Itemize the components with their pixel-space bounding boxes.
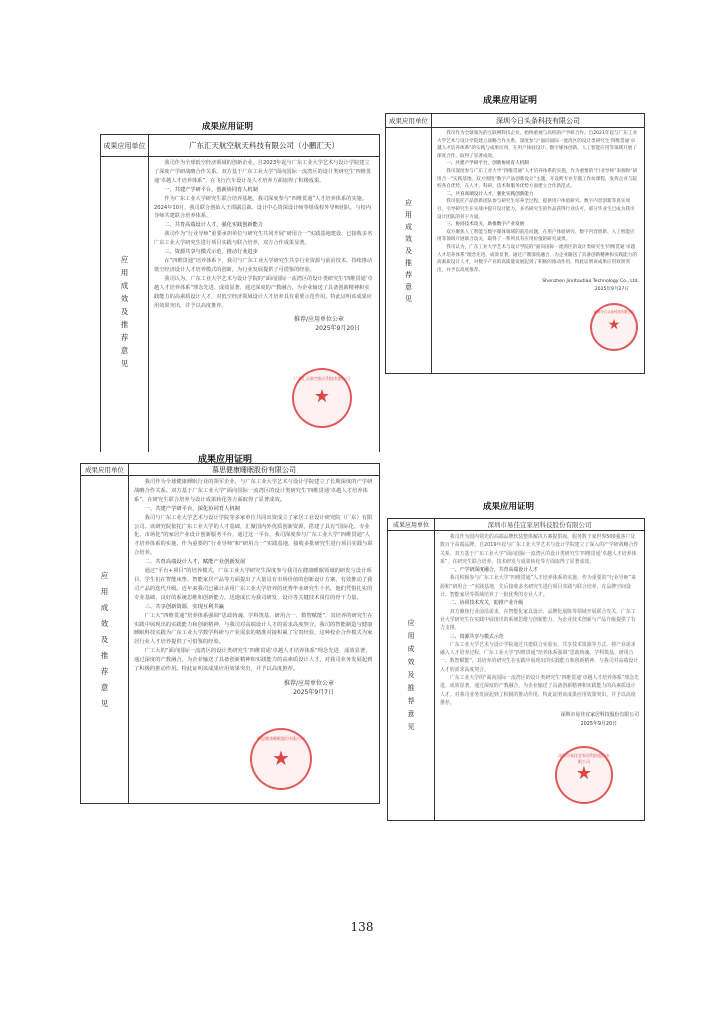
section-heading: 一、产学研深度融合，共育高端设计人才 bbox=[449, 567, 538, 574]
sign-date: 2025年9月7日 bbox=[293, 688, 334, 696]
company-seal bbox=[292, 368, 352, 428]
section-heading: 三、资源共享与模式示范，推动行业进步 bbox=[164, 249, 258, 256]
section-heading: 二、共育高端设计人才，强化实践创新能力 bbox=[446, 191, 534, 197]
certificate-toutiao bbox=[385, 93, 645, 375]
body-paragraph: 我司与广东工业大学艺术与设计学院等多家单位共同出资成立了家居工业设计研究院（广东）有限公司。该研究院依托广东工业大学的人才基础，汇聚国内外优质创新资源，搭建了具有“国际化、专业化、市场化”的家居产业设计创新服务平台，通过这一平台，我司深度参与广东工业大学“四维贯通”人才培养体系的实施，作为重要的“行业导师”和“研用合一”实践基地，接收多批研究生进行项目实践与联合培养。 bbox=[134, 514, 373, 557]
certificate-derucci bbox=[80, 452, 380, 804]
body-paragraph: 我司作为国内领先的高端品牌软装整体解决方案提供商，服务数千家世界500强客户及数百个高端品牌。自2019年起与广东工业大学艺术与设计学院建立了深入的产学研战略合作关系，双方基于广东工业大学“面向国际一流湾区的设计类研究生‘四维贯通’卓越人才培养体系”，在研究生联合培养、技术研发与成果转化等方面取得了显著成效。 bbox=[440, 534, 639, 565]
certificate-title: 成果应用证明 bbox=[483, 96, 538, 106]
sign-company: 深圳市易佳宜家居科技股份有限公司 bbox=[560, 712, 639, 719]
section-heading: 二、协同技术攻关，助推产业升级 bbox=[449, 600, 524, 607]
body-paragraph: 在“四维贯通”培养体系下，我司与广东工业大学研究生共享行业资源与前沿技术，持续推动低空经济设计人才培养模式的创新，为行业发展提供了可借鉴的经验。 bbox=[154, 257, 373, 273]
certificate-body bbox=[149, 157, 380, 466]
seal-star-icon: ★ bbox=[575, 763, 593, 784]
certificate-body bbox=[435, 531, 645, 821]
seal-star-icon: ★ bbox=[607, 317, 621, 333]
section-heading: 三、共享创新资源，实现互利共赢 bbox=[144, 603, 225, 610]
unit-name: 慕思健康睡眠股份有限公司 bbox=[129, 464, 380, 476]
sign-date: 2025年9月20日 bbox=[315, 325, 360, 333]
section-label-text: 应用成效及推荐意见 bbox=[407, 619, 415, 731]
certificate-yijiayi bbox=[387, 500, 645, 820]
sign-date: 2025年9月20日 bbox=[580, 720, 617, 727]
certificate-table bbox=[80, 463, 380, 804]
unit-name: 深圳今日头条科技有限公司 bbox=[432, 114, 645, 128]
section-label-text: 应用成效及推荐意见 bbox=[100, 570, 109, 708]
seal-text: 深圳市易佳宜家居科技股份有限公司 bbox=[558, 753, 610, 764]
unit-name: 深圳市易佳宜家居科技股份有限公司 bbox=[435, 519, 645, 531]
section-label-text: 应用成效及推荐意见 bbox=[405, 198, 412, 303]
section-label bbox=[81, 476, 129, 804]
body-paragraph: 广工大的“面向国际一流湾区的设计类研究生‘四维贯通’卓越人才培养体系”理念先进、成效显著，通过深度的产教融合，为企业输送了具备创新精神和实践能力的高素质设计人才，对我司业务发展起到了积极的推动作用。特此证明该成果应用效果突出，并予以高度推荐。 bbox=[134, 648, 373, 673]
seal-text: 深圳今日头条科技有限公司 bbox=[593, 310, 635, 314]
unit-name: 广东汇天航空航天科技有限公司（小鹏汇天） bbox=[149, 135, 380, 157]
body-paragraph: 我司依托产品创新团队参与研究生培养全过程，提供用户体验研究、数字内容创新等真实项目，引导研究生在实战中提升设计能力，多名研究生的作品获得行业认可，部分毕业生已成为我司设计团队的骨干力量。 bbox=[437, 199, 635, 220]
section-heading: 一、共建产学研平台，创新协同育人机制 bbox=[164, 186, 258, 193]
sign-date: 2025年9月27日 bbox=[594, 286, 629, 292]
section-label bbox=[101, 157, 149, 466]
body-paragraph: 双方聚焦行业前沿需求，在智能化家具设计、品牌化展陈等领域开展联合攻关，广东工业大学研究生在实践中展现出的系统思维与创新能力，为企业技术创新与产品升级提供了有力支撑。 bbox=[440, 608, 636, 632]
seal-star-icon: ★ bbox=[313, 386, 331, 407]
body-paragraph: 我司认为，广东工业大学艺术与设计学院的“面向国际一流湾区的设计类研究生‘四维贯通’卓越人才培养体系”理念先进、成效显著，通过深度的产教融合，为企业输送了具备创新精神和实践能力的高素质设计人才，对低空经济领域设计人才培养具有重要示范作用。特此证明该成果应用效果突出，并予以高度推荐。 bbox=[154, 275, 373, 309]
section-heading: 三、协同技术攻关，助推数字产业发展 bbox=[446, 222, 525, 228]
body-paragraph: 我司作为全球低空经济领域的创新企业，自2023年起与广东工业大学艺术与设计学院建立了深度产学研战略合作关系。双方基于广东工业大学“面向国际一流湾区的设计类研究生‘四维贯通’卓越人才培养体系”，在飞行汽车设计及人才培养方面取得了积极成果。 bbox=[154, 160, 372, 184]
certificate-title: 成果应用证明 bbox=[202, 122, 254, 132]
sign-company: Shenzhen Jinritoutiao Technology Co., Ltd. bbox=[542, 279, 639, 285]
seal-text: 广东汇天航空航天科技有限公司 bbox=[294, 376, 350, 381]
body-paragraph: 双方聚焦人工智能与数字媒体领域的前沿问题，在用户体验研究、数字内容创新、人工智能应用等领域开展联合攻关，取得了一系列具有应用价值的研究成果。 bbox=[437, 229, 635, 243]
unit-label: 成果应用单位 bbox=[81, 464, 129, 476]
certificate-huitian bbox=[100, 120, 380, 465]
unit-label: 成果应用单位 bbox=[388, 519, 435, 531]
body-paragraph: 我司积极参与广东工业大学“四维贯通”人才培养体系的实施，作为重要的“行业导师”来源和“研用合一”实践基地，先后接收多名研究生进行项目实践与联合培养，在品牌空间设计、智能家居等领域培养了一批优秀的专业人才。 bbox=[440, 575, 636, 599]
company-seal bbox=[590, 303, 638, 351]
certificate-title: 成果应用证明 bbox=[198, 455, 253, 465]
company-seal bbox=[250, 728, 312, 790]
body-paragraph: 我司认为，广东工业大学艺术与设计学院的“面向国际一流湾区的设计类研究生‘四维贯通’卓越人才培养体系”理念先进、成效显著，通过产教深度融合，为企业输送了具备创新精神和实践能力的高素质设计人才，对数字产业的高质量发展起到了积极的推动作用。特此证明该成果应用效果突出，并予以高度推荐。 bbox=[437, 244, 637, 273]
seal-star-icon: ★ bbox=[272, 746, 290, 770]
company-seal bbox=[555, 746, 613, 804]
body-paragraph: 作为广东工业大学研究生联合培养基地，我司深度参与“四维贯通”人才培养体系的实施。2024年10月，我司联合创始人王谭副总裁、设计中心资深设计师等组成校外导师团队，与校内导师共建联合培养体系。 bbox=[154, 195, 371, 220]
section-heading: 二、共育高端设计人才，赋能产业创新发展 bbox=[144, 559, 246, 566]
unit-label: 成果应用单位 bbox=[386, 114, 432, 128]
sign-line: 推荐/应用单位公章 bbox=[283, 679, 334, 687]
section-heading: 一、共建产学研平台，创新协同育人机制 bbox=[446, 161, 529, 167]
seal-text: 慕思健康睡眠股份有限公司 bbox=[257, 736, 305, 741]
sign-line: 推荐/应用单位公章 bbox=[293, 316, 344, 324]
unit-label: 成果应用单位 bbox=[101, 135, 149, 157]
certificate-title: 成果应用证明 bbox=[483, 502, 535, 512]
section-heading: 三、资源共享与模式示范 bbox=[449, 633, 504, 640]
body-paragraph: 我司作为全球领先的互联网科技企业，始终重视与高校的产学研合作。自2021年起与广东工业大学艺术与设计学院建立战略合作关系，深度参与“面向国际一流湾区的设计类研究生‘四维贯通’卓越人才培养体系”的实践与成果应用，在用户体验设计、数字媒体创新、人工智能应用等领域开展了深度合作，取得了显著成效。 bbox=[437, 131, 638, 159]
body-paragraph: 通过“平台+项目”的培养模式，广东工业大学研究生深度参与我司在健康睡眠领域的研发与设计项目，学生们在智能床垫、智能家居产品等方面提出了大量具有市场价值的创新设计方案，有效推动了我司产品的迭代升级。近年来我司已累计录用广东工业大学培养的优秀毕业研究生十名，他们凭借扎实的专业基础、良好的系统思维和创新能力，迅速成长为我司研发、设计等关键技术岗位的骨干力量。 bbox=[134, 568, 373, 601]
body-paragraph: 我司深度参与广东工业大学“四维贯通”人才培养体系的实施，作为重要的“行业导师”来源和“研用合一”实践基地，双方围绕“数字产品创新设计”主题，开设跨专业专题工作坊课程，发挥企业与院校各自优势，在人才、科研、技术和服务优势方面建立合作新范式。 bbox=[437, 168, 638, 190]
section-heading: 二、共育高端设计人才，强化实践创新能力 bbox=[164, 222, 263, 229]
body-paragraph: 广东工业大学艺术与设计学院通过共建联合实验室、共享技术资源等方式，将产业需求融入人才培养过程，广东工业大学“四维贯通”培养体系强调“思政铸魂、学科筑基、研用合一、数智赋能”，其培养的研究生在实践中展现出的实践能力和创新精神，与我司对高端设计人才的需求高度契合。 bbox=[440, 641, 639, 673]
section-label bbox=[386, 128, 432, 374]
section-label bbox=[388, 531, 435, 821]
body-paragraph: 我司作为全球健康睡眠行业的领军企业，与广东工业大学艺术与设计学院建立了长期深度的产学研战略合作关系。双方基于广东工业大学“面向国际一流湾区的设计类研究生‘四维贯通’卓越人才培养体系”，在研究生联合培养与设计成果转化等方面取得了显著成效。 bbox=[134, 479, 373, 503]
body-paragraph: 我司作为“行业导师”重要承担单位与研究生共同开展“研用合一”实践基地建设，已接收多名广东工业大学研究生进行项目实践与联合培养，双方合作成果显著。 bbox=[154, 231, 373, 247]
section-label-text: 应用成效及推荐意见 bbox=[120, 254, 129, 368]
body-paragraph: 广工大“四维贯通”培养体系强调“思政铸魂、学科筑基、研用合一、数智赋能”，其培养的研究生在实践中展现出的实践能力和创新精神，与我司对高端设计人才的需求高度契合。我司的智能制造与健康睡眠科技实践为广东工业大学数学科研与产业需求的精准对接积累了宝贵经验，这种校企合作模式为家居行业人才培养提供了可借鉴的经验。 bbox=[134, 612, 373, 646]
section-heading: 一、共建产学研平台，深化协同育人机制 bbox=[144, 505, 240, 512]
page-number: 138 bbox=[350, 920, 374, 934]
body-paragraph: 广东工业大学的“面向国际一流湾区的设计类研究生‘四维贯通’卓越人才培养体系”理念先进、成效显著，通过深度的产教融合，为企业输送了具备创新精神和实践能力的高素质设计人才，对我司业务发展起到了积极的推动作用。特此证明该成果应用效果突出，并予以高度推荐。 bbox=[440, 675, 639, 706]
